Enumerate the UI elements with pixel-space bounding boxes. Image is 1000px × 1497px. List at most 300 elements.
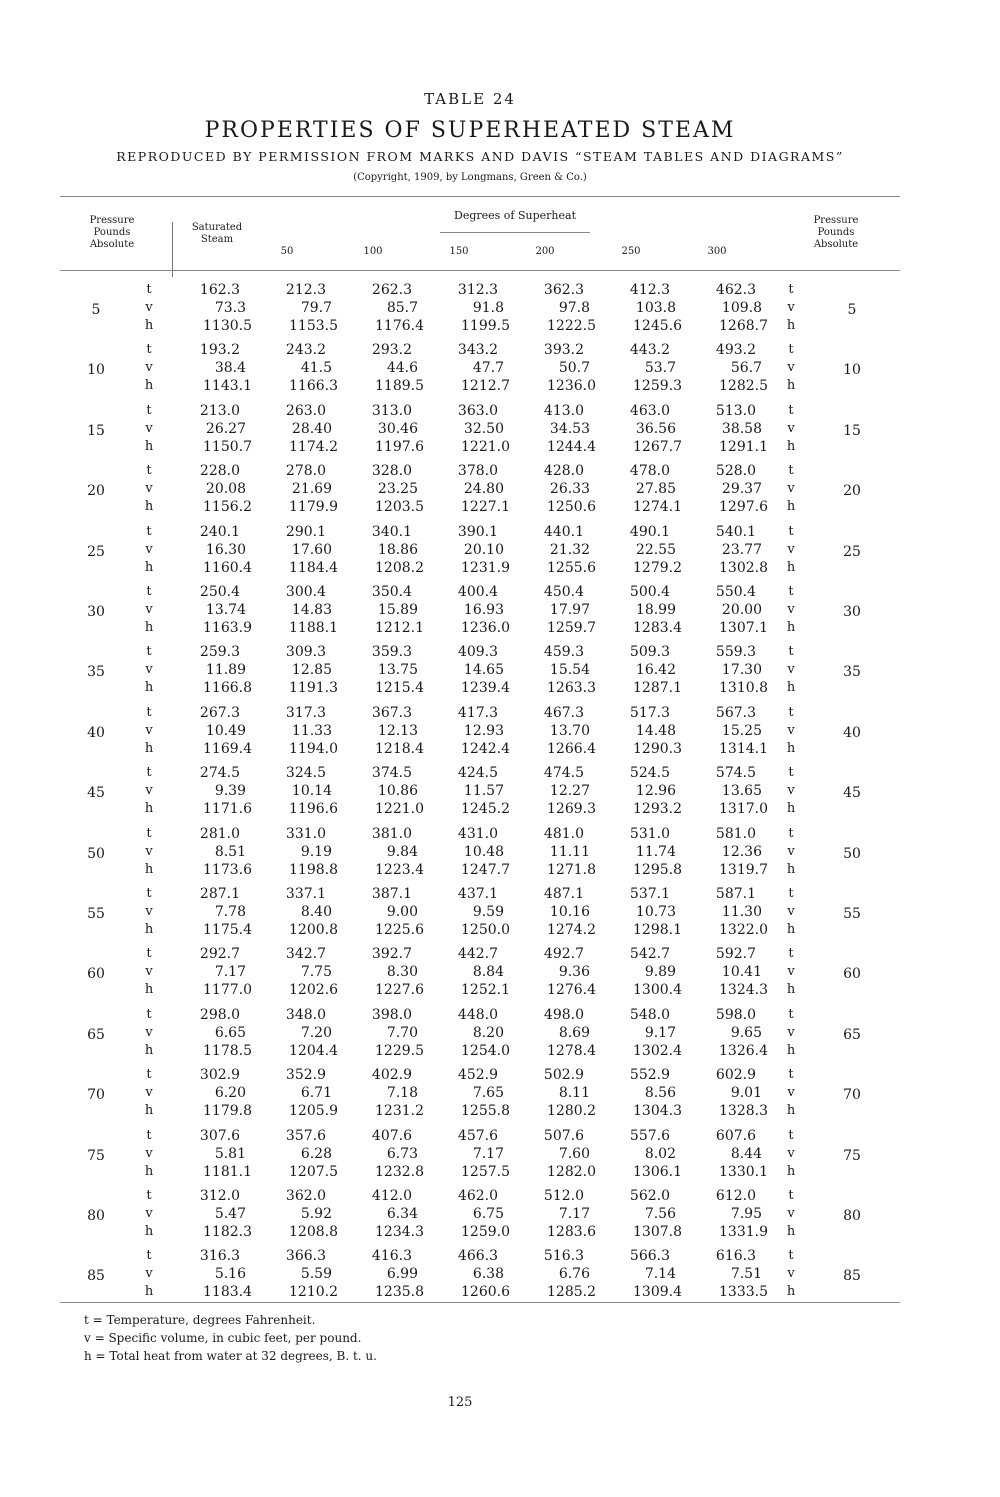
cell-h: 1182.3: [203, 1224, 252, 1240]
symbol-t-left: t: [146, 644, 152, 660]
cell-v: 50.7: [558, 360, 590, 377]
cell-h: 1326.4: [719, 1042, 768, 1059]
symbol-t-left: t: [146, 584, 152, 599]
cell-h: 1266.4: [547, 740, 596, 757]
cell-t: 612.0: [715, 1188, 756, 1204]
symbol-h-right: h: [786, 740, 796, 756]
table-row: [0, 1067, 1000, 1127]
symbol-t-left: t: [146, 825, 152, 841]
footnote-h: h = Total heat from water at 32 degrees, B. t. u.: [84, 1349, 377, 1363]
symbol-t-right: t: [788, 946, 794, 962]
cell-t: 607.6: [715, 1127, 756, 1144]
cell-t: 459.3: [543, 644, 584, 661]
cell-h: 1200.8: [289, 922, 338, 938]
symbol-t-left: t: [146, 1006, 152, 1022]
symbol-v-left: v: [145, 964, 153, 980]
cell-h: 1250.6: [547, 499, 596, 516]
cell-v: 15.54: [549, 662, 590, 679]
cell-t: 212.3: [285, 282, 326, 298]
cell-h: 1280.2: [547, 1103, 596, 1120]
cell-h: 1283.6: [547, 1224, 596, 1240]
cell-h: 1221.0: [461, 438, 510, 455]
cell-v: 15.25: [721, 722, 762, 739]
cell-h: 1235.8: [375, 1284, 424, 1301]
cell-v: 8.51: [214, 843, 246, 860]
symbol-v-right: v: [787, 1085, 795, 1101]
cell-h: 1208.2: [375, 559, 424, 576]
cell-t: 516.3: [543, 1248, 584, 1265]
symbol-v-right: v: [787, 1145, 795, 1161]
cell-t: 307.6: [199, 1127, 240, 1144]
cell-v: 6.76: [558, 1266, 590, 1283]
cell-v: 91.8: [472, 300, 504, 316]
cell-v: 10.86: [377, 783, 418, 800]
symbol-t-left: t: [146, 282, 152, 297]
cell-v: 9.36: [558, 964, 590, 981]
pressure-right-value: 60: [843, 966, 861, 983]
table-row: [0, 1128, 1000, 1188]
cell-v: 8.20: [472, 1024, 504, 1041]
table-label: TABLE 24: [424, 90, 516, 108]
cell-t: 448.0: [457, 1006, 498, 1023]
cell-t: 378.0: [457, 463, 498, 480]
cell-t: 492.7: [543, 946, 584, 963]
cell-h: 1250.0: [461, 922, 510, 938]
pressure-left-value: 50: [87, 845, 105, 862]
cell-h: 1290.3: [633, 740, 682, 757]
cell-h: 1257.5: [461, 1163, 510, 1180]
symbol-h-right: h: [786, 680, 796, 696]
cell-t: 466.3: [457, 1248, 498, 1265]
cell-h: 1178.5: [203, 1042, 252, 1059]
cell-h: 1276.4: [547, 982, 596, 999]
pressure-left-value: 35: [87, 664, 105, 681]
cell-t: 540.1: [715, 523, 756, 540]
cell-h: 1271.8: [547, 861, 596, 878]
cell-v: 11.89: [205, 662, 246, 679]
cell-v: 27.85: [635, 481, 676, 498]
cell-t: 616.3: [715, 1248, 756, 1265]
cell-t: 550.4: [715, 584, 756, 600]
cell-t: 390.1: [457, 523, 498, 540]
cell-v: 6.71: [300, 1085, 332, 1102]
cell-h: 1279.2: [633, 559, 682, 576]
symbol-v-right: v: [787, 843, 795, 859]
cell-t: 331.0: [285, 825, 326, 842]
pressure-left-value: 30: [87, 604, 105, 620]
cell-t: 312.3: [457, 282, 498, 298]
cell-h: 1244.4: [547, 438, 596, 455]
cell-v: 18.86: [377, 541, 418, 558]
cell-t: 367.3: [371, 704, 412, 721]
cell-v: 7.75: [300, 964, 332, 981]
cell-t: 243.2: [285, 342, 326, 359]
cell-t: 509.3: [629, 644, 670, 661]
cell-v: 32.50: [463, 420, 504, 437]
symbol-v-left: v: [145, 1266, 153, 1282]
symbol-v-left: v: [145, 904, 153, 919]
cell-v: 26.33: [549, 481, 590, 498]
cell-t: 342.7: [285, 946, 326, 963]
cell-t: 228.0: [199, 463, 240, 480]
cell-h: 1174.2: [289, 438, 338, 455]
symbol-v-right: v: [787, 722, 795, 738]
cell-h: 1269.3: [547, 801, 596, 818]
cell-h: 1259.0: [461, 1224, 510, 1240]
cell-t: 287.1: [199, 886, 240, 902]
cell-t: 381.0: [371, 825, 412, 842]
pressure-left-value: 85: [87, 1268, 105, 1285]
pressure-left-value: 15: [87, 422, 105, 439]
symbol-t-left: t: [146, 342, 152, 358]
symbol-v-left: v: [145, 1024, 153, 1040]
cell-h: 1304.3: [633, 1103, 682, 1120]
cell-h: 1309.4: [633, 1284, 682, 1301]
cell-v: 21.32: [549, 541, 590, 558]
cell-t: 324.5: [285, 765, 326, 782]
cell-v: 6.34: [386, 1206, 418, 1222]
symbol-h-left: h: [144, 982, 154, 998]
cell-t: 562.0: [629, 1188, 670, 1204]
cell-t: 528.0: [715, 463, 756, 480]
table-row: [0, 705, 1000, 765]
cell-v: 8.11: [558, 1085, 590, 1102]
table-row: [0, 282, 1000, 342]
cell-h: 1166.3: [289, 378, 338, 395]
cell-h: 1314.1: [719, 740, 768, 757]
symbol-t-right: t: [788, 704, 794, 720]
symbol-h-left: h: [144, 318, 154, 333]
symbol-v-left: v: [145, 662, 153, 678]
symbol-t-right: t: [788, 1067, 794, 1083]
cell-t: 292.7: [199, 946, 240, 963]
cell-t: 409.3: [457, 644, 498, 661]
symbol-v-left: v: [145, 602, 153, 617]
cell-t: 574.5: [715, 765, 756, 782]
symbol-t-right: t: [788, 886, 794, 901]
superheat-300-header: 300: [707, 246, 727, 257]
cell-t: 559.3: [715, 644, 756, 661]
cell-t: 542.7: [629, 946, 670, 963]
cell-h: 1263.3: [547, 680, 596, 697]
cell-v: 8.84: [472, 964, 504, 981]
cell-t: 309.3: [285, 644, 326, 661]
symbol-v-left: v: [145, 1145, 153, 1161]
cell-v: 12.36: [721, 843, 762, 860]
cell-h: 1282.0: [547, 1163, 596, 1180]
symbol-t-left: t: [146, 1188, 152, 1203]
cell-t: 462.3: [715, 282, 756, 298]
cell-t: 502.9: [543, 1067, 584, 1084]
cell-h: 1194.0: [289, 740, 338, 757]
pressure-right-value: 70: [843, 1087, 861, 1104]
symbol-h-right: h: [786, 318, 796, 333]
cell-t: 598.0: [715, 1006, 756, 1023]
cell-v: 12.96: [635, 783, 676, 800]
cell-v: 109.8: [721, 300, 762, 316]
symbol-v-right: v: [787, 360, 795, 376]
pressure-right-value: 80: [843, 1208, 861, 1224]
cell-h: 1156.2: [203, 499, 252, 516]
cell-h: 1302.4: [633, 1042, 682, 1059]
cell-v: 11.11: [549, 843, 590, 860]
cell-h: 1199.5: [461, 318, 510, 334]
cell-v: 12.93: [463, 722, 504, 739]
cell-t: 362.3: [543, 282, 584, 298]
cell-v: 8.56: [644, 1085, 676, 1102]
cell-v: 11.30: [721, 904, 762, 920]
cell-v: 17.60: [291, 541, 332, 558]
pressure-right-value: 45: [843, 785, 861, 802]
symbol-t-left: t: [146, 946, 152, 962]
cell-t: 298.0: [199, 1006, 240, 1023]
cell-h: 1227.6: [375, 982, 424, 999]
cell-h: 1232.8: [375, 1163, 424, 1180]
cell-v: 14.83: [291, 602, 332, 618]
cell-v: 34.53: [549, 420, 590, 437]
cell-v: 14.65: [463, 662, 504, 679]
cell-t: 493.2: [715, 342, 756, 359]
superheat-250-header: 250: [621, 246, 641, 257]
cell-v: 7.17: [214, 964, 246, 981]
cell-v: 7.65: [472, 1085, 504, 1102]
cell-h: 1160.4: [203, 559, 252, 576]
cell-v: 22.55: [635, 541, 676, 558]
cell-h: 1150.7: [203, 438, 252, 455]
symbol-v-right: v: [787, 1266, 795, 1282]
symbol-t-right: t: [788, 644, 794, 660]
cell-v: 23.25: [377, 481, 418, 498]
pressure-left-value: 25: [87, 543, 105, 560]
cell-v: 9.17: [644, 1024, 676, 1041]
cell-t: 413.0: [543, 402, 584, 419]
symbol-v-right: v: [787, 300, 795, 315]
cell-t: 357.6: [285, 1127, 326, 1144]
table-row: [0, 403, 1000, 463]
cell-v: 12.27: [549, 783, 590, 800]
cell-t: 398.0: [371, 1006, 412, 1023]
page-number: 125: [447, 1395, 473, 1410]
cell-t: 537.1: [629, 886, 670, 902]
header-rule: [60, 270, 900, 271]
cell-h: 1293.2: [633, 801, 682, 818]
symbol-t-left: t: [146, 704, 152, 720]
cell-h: 1236.0: [461, 620, 510, 636]
cell-h: 1295.8: [633, 861, 682, 878]
cell-t: 392.7: [371, 946, 412, 963]
cell-h: 1307.8: [633, 1224, 682, 1240]
cell-h: 1274.1: [633, 499, 682, 516]
cell-v: 13.65: [721, 783, 762, 800]
cell-v: 5.81: [214, 1145, 246, 1162]
cell-v: 7.95: [730, 1206, 762, 1222]
symbol-h-left: h: [144, 1224, 154, 1239]
cell-t: 337.1: [285, 886, 326, 902]
cell-t: 602.9: [715, 1067, 756, 1084]
superheat-150-header: 150: [449, 246, 469, 257]
cell-t: 213.0: [199, 402, 240, 419]
cell-h: 1203.5: [375, 499, 424, 516]
cell-h: 1331.9: [719, 1224, 768, 1240]
cell-t: 312.0: [199, 1188, 240, 1204]
cell-h: 1210.2: [289, 1284, 338, 1301]
symbol-t-right: t: [788, 463, 794, 479]
cell-h: 1197.6: [375, 438, 424, 455]
cell-h: 1287.1: [633, 680, 682, 697]
cell-t: 498.0: [543, 1006, 584, 1023]
cell-t: 412.0: [371, 1188, 412, 1204]
cell-t: 359.3: [371, 644, 412, 661]
pressure-left-value: 70: [87, 1087, 105, 1104]
cell-t: 587.1: [715, 886, 756, 902]
cell-v: 28.40: [291, 420, 332, 437]
cell-v: 85.7: [386, 300, 418, 316]
cell-v: 6.65: [214, 1024, 246, 1041]
cell-v: 16.93: [463, 602, 504, 618]
cell-v: 6.73: [386, 1145, 418, 1162]
cell-h: 1143.1: [203, 378, 252, 395]
cell-h: 1171.6: [203, 801, 252, 818]
cell-h: 1130.5: [203, 318, 252, 334]
cell-h: 1227.1: [461, 499, 510, 516]
table-row: [0, 886, 1000, 946]
cell-t: 350.4: [371, 584, 412, 600]
superheat-header: Degrees of Superheat: [454, 209, 576, 222]
pressure-left-value: 5: [91, 302, 101, 318]
cell-v: 5.47: [214, 1206, 246, 1222]
cell-t: 500.4: [629, 584, 670, 600]
symbol-t-right: t: [788, 282, 794, 297]
cell-v: 53.7: [644, 360, 676, 377]
cell-t: 524.5: [629, 765, 670, 782]
cell-t: 513.0: [715, 402, 756, 419]
pressure-right-value: 65: [843, 1026, 861, 1043]
symbol-h-right: h: [786, 620, 796, 635]
cell-v: 5.92: [300, 1206, 332, 1222]
symbol-t-right: t: [788, 523, 794, 539]
cell-t: 348.0: [285, 1006, 326, 1023]
symbol-v-right: v: [787, 964, 795, 980]
pressure-left-value: 55: [87, 906, 105, 922]
cell-h: 1330.1: [719, 1163, 768, 1180]
superheat-200-header: 200: [535, 246, 555, 257]
cell-v: 6.28: [300, 1145, 332, 1162]
superheat-rule: [440, 232, 590, 233]
cell-v: 79.7: [300, 300, 332, 316]
symbol-h-left: h: [144, 680, 154, 696]
cell-v: 7.78: [214, 904, 246, 920]
cell-t: 402.9: [371, 1067, 412, 1084]
symbol-t-left: t: [146, 463, 152, 479]
cell-h: 1153.5: [289, 318, 338, 334]
cell-h: 1198.8: [289, 861, 338, 878]
cell-v: 6.75: [472, 1206, 504, 1222]
symbol-h-right: h: [786, 499, 796, 515]
cell-t: 274.5: [199, 765, 240, 782]
symbol-v-left: v: [145, 481, 153, 497]
symbol-h-left: h: [144, 559, 154, 575]
cell-h: 1268.7: [719, 318, 768, 334]
cell-t: 581.0: [715, 825, 756, 842]
cell-v: 9.59: [472, 904, 504, 920]
cell-v: 103.8: [635, 300, 676, 316]
cell-h: 1245.6: [633, 318, 682, 334]
cell-v: 5.59: [300, 1266, 332, 1283]
symbol-v-right: v: [787, 783, 795, 799]
pressure-right-value: 15: [843, 422, 861, 439]
cell-v: 12.13: [377, 722, 418, 739]
cell-v: 10.14: [291, 783, 332, 800]
cell-t: 162.3: [199, 282, 240, 298]
cell-h: 1229.5: [375, 1042, 424, 1059]
pressure-left-header: Pressure Pounds Absolute: [89, 215, 135, 250]
cell-v: 20.00: [721, 602, 762, 618]
cell-h: 1310.8: [719, 680, 768, 697]
cell-t: 507.6: [543, 1127, 584, 1144]
cell-h: 1278.4: [547, 1042, 596, 1059]
symbol-h-right: h: [786, 982, 796, 998]
pressure-right-value: 40: [843, 724, 861, 741]
cell-t: 450.4: [543, 584, 584, 600]
cell-t: 267.3: [199, 704, 240, 721]
cell-v: 36.56: [635, 420, 676, 437]
symbol-h-left: h: [144, 1284, 154, 1300]
pressure-left-value: 75: [87, 1147, 105, 1164]
table-row: [0, 524, 1000, 584]
header-divider: [172, 222, 173, 277]
cell-v: 6.99: [386, 1266, 418, 1283]
cell-h: 1260.6: [461, 1284, 510, 1301]
cell-h: 1239.4: [461, 680, 510, 697]
pressure-left-value: 10: [87, 362, 105, 379]
cell-v: 13.74: [205, 602, 246, 618]
cell-t: 487.1: [543, 886, 584, 902]
subtitle: REPRODUCED BY PERMISSION FROM MARKS AND DAVIS “STEAM TABLES AND DIAGRAMS”: [116, 149, 844, 164]
symbol-h-left: h: [144, 740, 154, 756]
cell-t: 363.0: [457, 402, 498, 419]
symbol-h-right: h: [786, 1163, 796, 1179]
cell-v: 9.89: [644, 964, 676, 981]
symbol-h-left: h: [144, 861, 154, 877]
symbol-t-right: t: [788, 825, 794, 841]
cell-h: 1222.5: [547, 318, 596, 334]
symbol-t-right: t: [788, 342, 794, 358]
cell-v: 7.20: [300, 1024, 332, 1041]
cell-t: 457.6: [457, 1127, 498, 1144]
symbol-v-left: v: [145, 420, 153, 436]
table-row: [0, 342, 1000, 402]
cell-h: 1173.6: [203, 861, 252, 878]
cell-h: 1184.4: [289, 559, 338, 576]
cell-t: 400.4: [457, 584, 498, 600]
cell-t: 417.3: [457, 704, 498, 721]
cell-v: 7.56: [644, 1206, 676, 1222]
cell-v: 20.08: [205, 481, 246, 498]
cell-t: 352.9: [285, 1067, 326, 1084]
cell-v: 97.8: [558, 300, 590, 316]
pressure-right-value: 20: [843, 483, 861, 500]
cell-v: 44.6: [386, 360, 418, 377]
cell-h: 1242.4: [461, 740, 510, 757]
cell-t: 393.2: [543, 342, 584, 359]
cell-t: 374.5: [371, 765, 412, 782]
symbol-h-right: h: [786, 801, 796, 817]
cell-t: 313.0: [371, 402, 412, 419]
cell-v: 8.44: [730, 1145, 762, 1162]
cell-h: 1208.8: [289, 1224, 338, 1240]
cell-h: 1297.6: [719, 499, 768, 516]
cell-h: 1267.7: [633, 438, 682, 455]
